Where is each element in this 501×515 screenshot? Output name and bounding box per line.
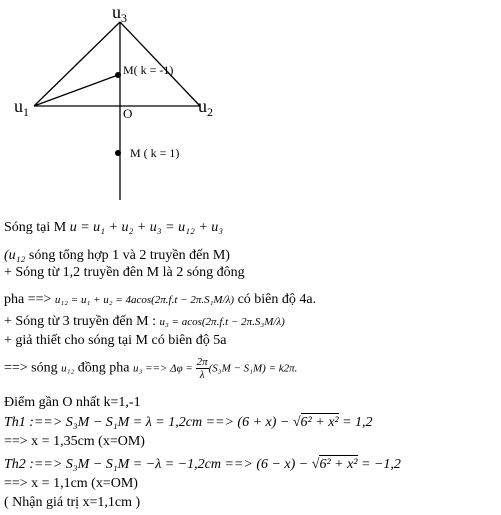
line-u12-equation: pha ==> u₁₂ = u₁ + u₂ = 4acos(2π.f.t − 2π.S₁M/λ) có biên độ 4a. xyxy=(4,292,317,307)
line-case2-result: ==> x = 1,1cm (x=OM) xyxy=(4,476,138,491)
segment-u1-m-top xyxy=(34,75,118,106)
label-u2: $u_2$ xyxy=(198,96,213,119)
line-u12-definition: (u₁₂ sóng tổng hợp 1 và 2 truyền đến M) xyxy=(4,248,230,263)
line-wave-at-m: Sóng tại M u = u₁ + u₂ + u₃ = u₁₂ + u₃ xyxy=(4,220,224,235)
fraction-2pi-lambda: $\frac{2\pi}{\lambda}$ xyxy=(196,356,208,381)
line-accepted-value: ( Nhận giá trị x=1,1cm ) xyxy=(4,495,141,510)
line-phase-condition: ==> sóng u₁₂ đồng pha u₃ ==> Δφ = $\frac{2\pi}{\lambda}$ (S₃M − S₁M) = k2π. xyxy=(4,356,298,381)
label-m-top: M( k = -1) xyxy=(123,63,174,77)
line-case2-equation: Th2 :==> S₃M − S₁M = −λ = −1,2cm ==> (6 − x) − √6² + x² = −1,2 xyxy=(4,457,401,472)
label-o: O xyxy=(123,106,133,121)
point-m-bottom xyxy=(115,150,121,156)
sqrt-symbol: √ xyxy=(292,415,301,430)
label-u1: $u_1$ xyxy=(14,96,29,119)
wave-sources-diagram xyxy=(0,0,501,205)
line-nearest-point: Điểm gần O nhất k=1,-1 xyxy=(4,395,141,410)
edge-u3-u1 xyxy=(34,22,120,106)
line-amplitude-5a: + giả thiết cho sóng tại M có biên độ 5a xyxy=(4,333,227,348)
line-case1-equation: Th1 :==> S₃M − S₁M = λ = 1,2cm ==> (6 + x) − √6² + x² = 1,2 xyxy=(4,415,373,430)
line-case1-result: ==> x = 1,35cm (x=OM) xyxy=(4,434,145,449)
sqrt-symbol: √ xyxy=(311,457,320,472)
label-m-bottom: M ( k = 1) xyxy=(130,146,180,160)
line-source-3: + Sóng từ 3 truyền đến M : u₃ = acos(2π.f.t − 2π.S₃M/λ) xyxy=(4,314,285,329)
point-m-top xyxy=(115,72,121,78)
line-sources-12: + Sóng từ 1,2 truyền đên M là 2 sóng đông xyxy=(4,265,245,280)
label-u3: $u_3$ xyxy=(112,2,127,25)
